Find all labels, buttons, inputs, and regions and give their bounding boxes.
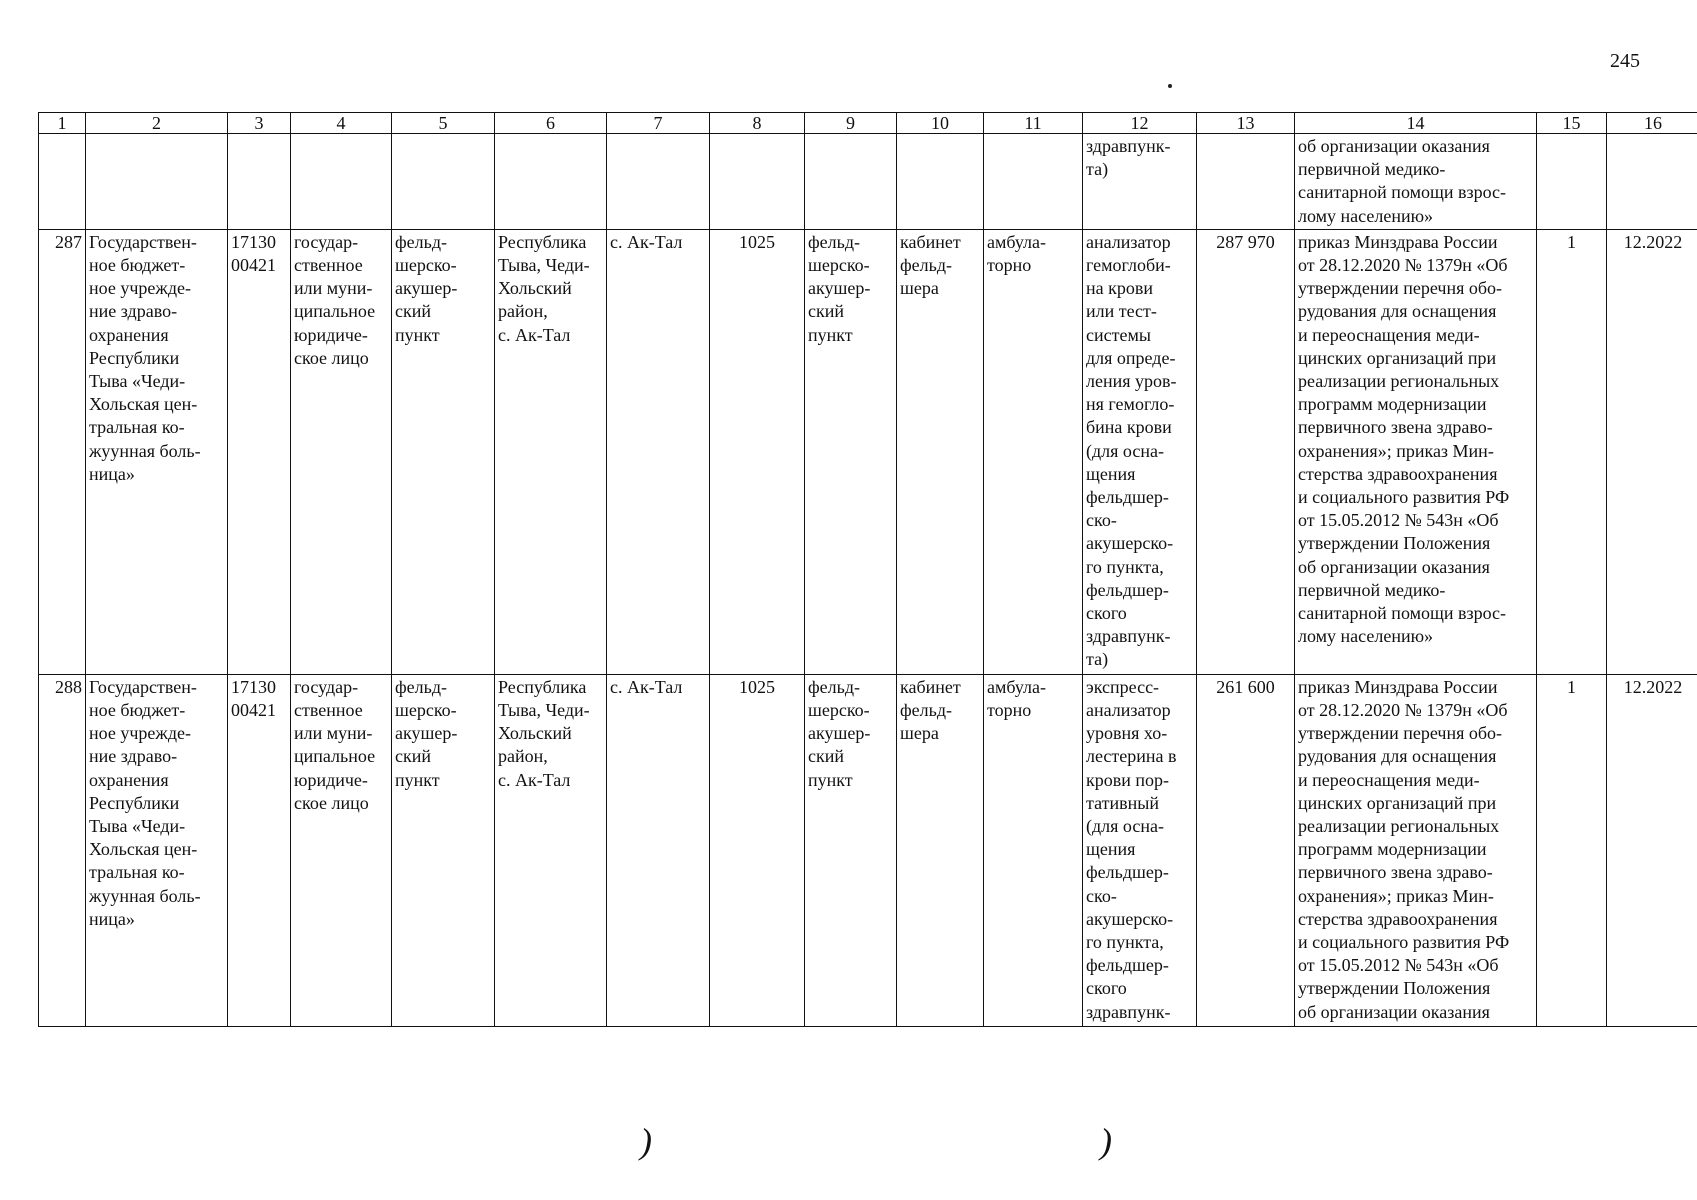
- col-header-16: 16: [1607, 113, 1697, 134]
- cell-empty: [1197, 134, 1295, 230]
- cell-empty: [805, 134, 897, 230]
- cell-empty: [984, 134, 1083, 230]
- cell-date: 12.2022: [1607, 229, 1697, 674]
- cell-row-number: 287: [39, 229, 86, 674]
- cell-care-mode: амбула- торно: [984, 674, 1083, 1026]
- cell-cost: 261 600: [1197, 674, 1295, 1026]
- cell-population: 1025: [710, 674, 805, 1026]
- cell-settlement: с. Ак-Тал: [607, 674, 710, 1026]
- cell-room: кабинет фельд- шера: [897, 674, 984, 1026]
- cell-subdivision: фельд- шерско- акушер- ский пункт: [805, 229, 897, 674]
- cell-empty: [228, 134, 291, 230]
- cell-legal-form: государ- ственное или муни- ципальное юридиче- ское лицо: [291, 674, 392, 1026]
- cell-empty: [495, 134, 607, 230]
- col-header-3: 3: [228, 113, 291, 134]
- cell-quantity: 1: [1537, 229, 1607, 674]
- cell-legal-basis: приказ Минздрава России от 28.12.2020 № 1379н «Об утверждении перечня обо- рудования для оснащения и переоснащения меди- цинских организаций при реализации региональных программ модернизации первичного звена здраво- охранения»; приказ Мин- стерства здравоохранения и социального развития РФ от 15.05.2012 № 543н «Об утверждении Положения об организации оказания первичной медико- санитарной помощи взрос- лому населению»: [1295, 229, 1537, 674]
- cell-empty: [291, 134, 392, 230]
- col-header-6: 6: [495, 113, 607, 134]
- cell-care-mode: амбула- торно: [984, 229, 1083, 674]
- cell-unit-type: фельд- шерско- акушер- ский пункт: [392, 674, 495, 1026]
- cell-empty: [710, 134, 805, 230]
- registry-table: [38, 112, 1697, 1027]
- cell-empty: [86, 134, 228, 230]
- table-row: [39, 229, 1697, 674]
- col-header-10: 10: [897, 113, 984, 134]
- column-number-row: [39, 113, 1697, 134]
- cell-equipment: экспресс- анализатор уровня хо- лестерина в крови пор- тативный (для осна- щения фельдшер- ско- акушерско- го пункта, фельдшер- ского здравпунк-: [1083, 674, 1197, 1026]
- cell-legal-form: государ- ственное или муни- ципальное юридиче- ское лицо: [291, 229, 392, 674]
- col-header-13: 13: [1197, 113, 1295, 134]
- page-mark-right: ): [1100, 1121, 1112, 1161]
- col-header-1: 1: [39, 113, 86, 134]
- cell-code: 17130 00421: [228, 674, 291, 1026]
- cell-empty: [1537, 134, 1607, 230]
- col-header-2: 2: [86, 113, 228, 134]
- cell-code: 17130 00421: [228, 229, 291, 674]
- col-header-7: 7: [607, 113, 710, 134]
- cell-empty: [392, 134, 495, 230]
- cell-unit-type: фельд- шерско- акушер- ский пункт: [392, 229, 495, 674]
- cell-equipment: анализатор гемоглоби- на крови или тест- системы для опреде- ления уров- ня гемогло- бина крови (для осна- щения фельдшер- ско- акушерско- го пункта, фельдшер- ского здравпунк- та): [1083, 229, 1197, 674]
- scan-speck: [1168, 84, 1172, 88]
- cell-empty: [1607, 134, 1697, 230]
- col-header-9: 9: [805, 113, 897, 134]
- cell-population: 1025: [710, 229, 805, 674]
- col-header-11: 11: [984, 113, 1083, 134]
- continuation-row: [39, 134, 1697, 230]
- col-header-5: 5: [392, 113, 495, 134]
- cell-legal-basis: об организации оказания первичной медико- санитарной помощи взрос- лому населению»: [1295, 134, 1537, 230]
- cell-legal-basis: приказ Минздрава России от 28.12.2020 № 1379н «Об утверждении перечня обо- рудования для оснащения и переоснащения меди- цинских организаций при реализации региональных программ модернизации первичного звена здраво- охранения»; приказ Мин- стерства здравоохранения и социального развития РФ от 15.05.2012 № 543н «Об утверждении Положения об организации оказания: [1295, 674, 1537, 1026]
- cell-organization: Государствен- ное бюджет- ное учрежде- ние здраво- охранения Республики Тыва «Чеди- Хольская цен- тральная ко- жуунная боль- ница»: [86, 674, 228, 1026]
- table-row: [39, 674, 1697, 1026]
- cell-address: Республика Тыва, Чеди- Хольский район, с. Ак-Тал: [495, 674, 607, 1026]
- cell-empty: [897, 134, 984, 230]
- page-mark-left: ): [640, 1121, 652, 1161]
- cell-room: кабинет фельд- шера: [897, 229, 984, 674]
- cell-subdivision: фельд- шерско- акушер- ский пункт: [805, 674, 897, 1026]
- page-number: 245: [1610, 50, 1640, 72]
- cell-date: 12.2022: [1607, 674, 1697, 1026]
- cell-equipment: здравпунк- та): [1083, 134, 1197, 230]
- col-header-14: 14: [1295, 113, 1537, 134]
- cell-quantity: 1: [1537, 674, 1607, 1026]
- col-header-12: 12: [1083, 113, 1197, 134]
- col-header-8: 8: [710, 113, 805, 134]
- cell-address: Республика Тыва, Чеди- Хольский район, с. Ак-Тал: [495, 229, 607, 674]
- col-header-4: 4: [291, 113, 392, 134]
- cell-organization: Государствен- ное бюджет- ное учрежде- ние здраво- охранения Республики Тыва «Чеди- Хольская цен- тральная ко- жуунная боль- ница»: [86, 229, 228, 674]
- cell-settlement: с. Ак-Тал: [607, 229, 710, 674]
- cell-empty: [39, 134, 86, 230]
- cell-empty: [607, 134, 710, 230]
- col-header-15: 15: [1537, 113, 1607, 134]
- cell-cost: 287 970: [1197, 229, 1295, 674]
- cell-row-number: 288: [39, 674, 86, 1026]
